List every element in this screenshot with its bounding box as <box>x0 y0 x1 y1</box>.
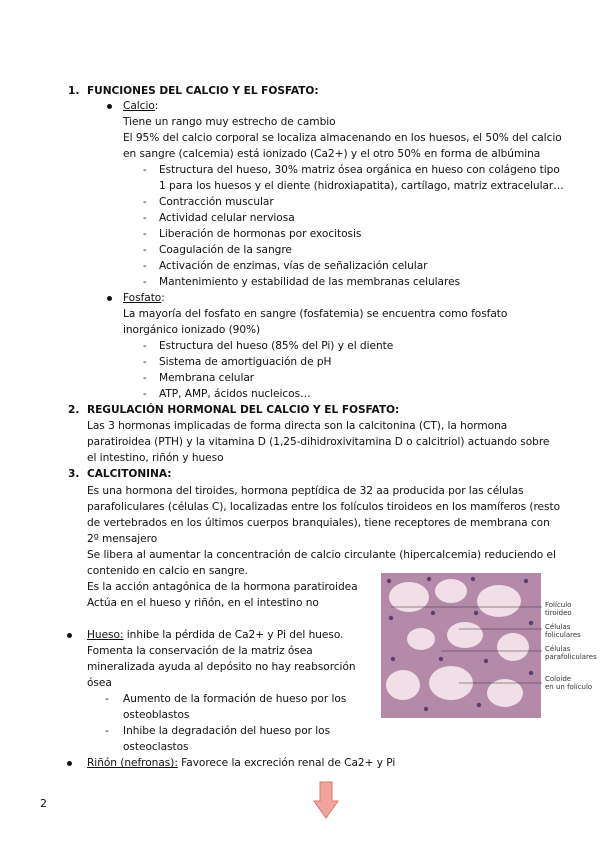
list-item: ATP, AMP, ácidos nucleicos… <box>159 388 311 400</box>
calcio-line: El 95% del calcio corporal se localiza almacenando en los huesos, el 50% del calcio <box>123 132 562 144</box>
section-1-number: 1. <box>68 85 80 97</box>
bullet-icon <box>67 633 72 638</box>
paragraph-line: Actúa en el hueso y riñón, en el intestino no <box>87 597 319 609</box>
calcio-line: Tiene un rango muy estrecho de cambio <box>123 116 336 128</box>
list-item-continuation: 1 para los huesos y el diente (hidroxiapatita), cartílago, matriz extracelular… <box>159 180 564 192</box>
section-1-title: FUNCIONES DEL CALCIO Y EL FOSFATO: <box>87 85 319 97</box>
paragraph-line: de vertebrados en los últimos cuerpos branquiales), tiene receptores de membrana con <box>87 517 550 529</box>
fosfato-label: Fosfato <box>123 292 162 304</box>
dash-icon: - <box>143 340 147 352</box>
fosfato-line: inorgánico ionizado (90%) <box>123 324 261 336</box>
section-2-number: 2. <box>68 404 80 416</box>
figure-label: parafoliculares <box>545 653 597 661</box>
dash-icon: - <box>143 164 147 176</box>
figure-label: Células <box>545 623 571 631</box>
paragraph-line: el intestino, riñón y hueso <box>87 452 224 464</box>
list-item: Membrana celular <box>159 372 255 384</box>
section-2-title: REGULACIÓN HORMONAL DEL CALCIO Y EL FOSFATO: <box>87 404 400 416</box>
list-item: Estructura del hueso (85% del Pi) y el diente <box>159 340 394 352</box>
page-number: 2 <box>40 797 47 810</box>
follicle-colloid <box>407 628 435 650</box>
hueso-line <box>87 628 343 643</box>
dash-icon: - <box>143 388 147 400</box>
list-item: Aumento de la formación de hueso por los <box>123 693 347 705</box>
section-3-number: 3. <box>68 468 80 480</box>
bullet-icon <box>107 104 112 109</box>
follicle-colloid <box>477 585 521 617</box>
section-3-title: CALCITONINA: <box>87 468 172 480</box>
rinon-label: Riñón (nefronas): <box>87 757 178 769</box>
dash-icon: - <box>143 356 147 368</box>
follicle-colloid <box>497 633 529 661</box>
list-item: Inhibe la degradación del hueso por los <box>123 725 331 737</box>
rinon-text: Favorece la excreción renal de Ca2+ y Pi <box>177 757 396 769</box>
figure-label: foliculares <box>545 631 581 639</box>
list-item-continuation: osteoclastos <box>123 741 189 753</box>
list-item: Contracción muscular <box>159 196 274 208</box>
follicle-colloid <box>389 582 429 612</box>
list-item-continuation: osteoblastos <box>123 709 190 721</box>
dash-icon: - <box>143 244 147 256</box>
paragraph-line: Se libera al aumentar la concentración de calcio circulante (hipercalcemia) reduciendo el <box>87 549 556 561</box>
down-arrow-icon <box>313 781 339 819</box>
bullet-icon <box>67 761 72 766</box>
dash-icon: - <box>143 212 147 224</box>
paragraph-line: Es una hormona del tiroides, hormona peptídica de 32 aa producida por las células <box>87 485 524 497</box>
calcio-line: en sangre (calcemia) está ionizado (Ca2+) y el otro 50% en forma de albúmina <box>123 148 541 160</box>
dash-icon: - <box>105 693 109 705</box>
figure-label: tiroideo <box>545 609 572 617</box>
hueso-line: Fomenta la conservación de la matriz ósea <box>87 645 313 657</box>
list-item: Liberación de hormonas por exocitosis <box>159 228 362 240</box>
list-item: Activación de enzimas, vías de señalización celular <box>159 260 428 272</box>
dash-icon: - <box>143 276 147 288</box>
hueso-line: ósea <box>87 677 112 689</box>
list-item: Sistema de amortiguación de pH <box>159 356 332 368</box>
thyroid-histology-figure <box>381 573 600 718</box>
paragraph-line: paratiroidea (PTH) y la vitamina D (1,25-dihidroxivitamina D o calcitriol) actuando sobre <box>87 436 550 448</box>
figure-label: Folículo <box>545 601 572 609</box>
paragraph-line: parafoliculares (células C), localizadas entre los folículos tiroideos en los mamíferos (resto <box>87 501 561 513</box>
figure-labels <box>545 601 597 691</box>
fosfato-colon: : <box>161 292 165 304</box>
follicle-colloid <box>386 670 420 700</box>
dash-icon: - <box>143 228 147 240</box>
hueso-label: Hueso: <box>87 629 124 641</box>
calcio-label: Calcio <box>123 100 155 112</box>
list-item: Estructura del hueso, 30% matriz ósea orgánica en hueso con colágeno tipo <box>159 164 560 176</box>
paragraph-line: contenido en calcio en sangre. <box>87 565 248 577</box>
dash-icon: - <box>143 260 147 272</box>
bullet-icon <box>107 296 112 301</box>
calcio-colon: : <box>154 100 159 112</box>
dash-icon: - <box>143 372 147 384</box>
dash-icon: - <box>143 196 147 208</box>
paragraph-line: 2º mensajero <box>87 533 158 545</box>
fosfato-line: La mayoría del fosfato en sangre (fosfatemia) se encuentra como fosfato <box>123 308 508 320</box>
list-item: Coagulación de la sangre <box>159 244 292 256</box>
hueso-text: inhibe la pérdida de Ca2+ y Pi del hueso. <box>123 629 344 641</box>
calcio-heading <box>123 99 158 114</box>
follicle-colloid <box>435 579 467 603</box>
down-arrow-shape <box>314 782 338 818</box>
fosfato-heading <box>123 291 165 306</box>
hueso-line: mineralizada ayuda al depósito no hay reabsorción <box>87 661 356 673</box>
follicle-colloid <box>447 622 483 648</box>
list-item: Mantenimiento y estabilidad de las membranas celulares <box>159 276 461 288</box>
rinon-line <box>87 756 395 771</box>
figure-label: Células <box>545 645 571 653</box>
figure-label: Coloide <box>545 675 572 683</box>
list-item: Actividad celular nerviosa <box>159 212 295 224</box>
figure-label: en un folículo <box>545 683 593 691</box>
paragraph-line: Las 3 hormonas implicadas de forma directa son la calcitonina (CT), la hormona <box>87 420 508 432</box>
dash-icon: - <box>105 725 109 737</box>
paragraph-line: Es la acción antagónica de la hormona paratiroidea <box>87 581 358 593</box>
